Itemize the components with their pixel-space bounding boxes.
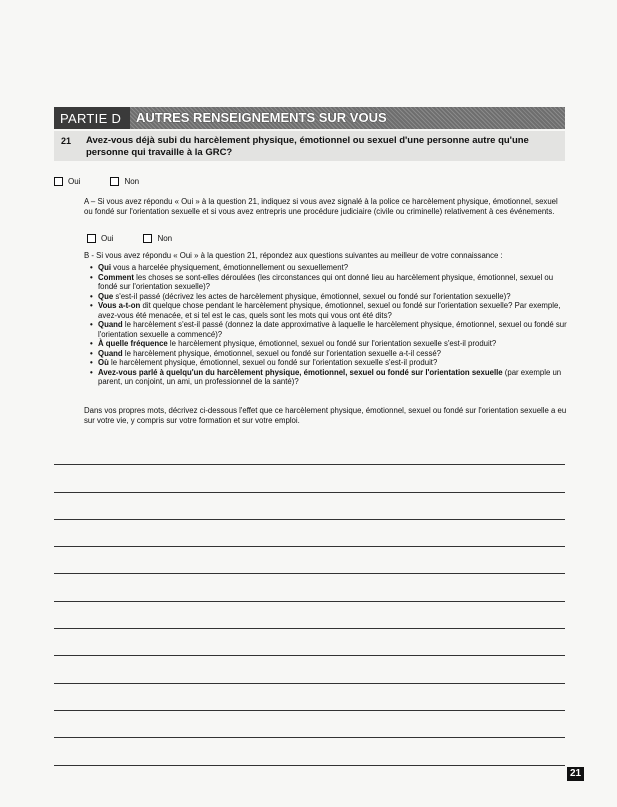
answer-line[interactable]: [54, 438, 565, 465]
section-b-questions: [90, 263, 568, 387]
part-title: AUTRES RENSEIGNEMENTS SUR VOUS: [130, 107, 565, 129]
section-a-text: A – Si vous avez répondu « Oui » à la question 21, indiquez si vous avez signalé à la police ce harcèlement physique, émotionnel, sexuel ou fondé sur l'orientation sexuelle et si vous avez entrepris une procédure judiciaire (civile ou criminelle) relativement à ces événements.: [84, 197, 558, 216]
question-text: Avez-vous déjà subi du harcèlement physique, émotionnel ou sexuel d'une personne autre qu'une personne qui travaille à la GRC?: [86, 135, 529, 158]
answer-line[interactable]: [54, 520, 565, 547]
list-item: • Quand le harcèlement s'est-il passé (donnez la date approximative à laquelle le harcèlement physique, émotionnel, sexuel ou fondé sur l'orientation sexuelle a commencé)?: [90, 320, 568, 339]
answer-line[interactable]: [54, 711, 565, 738]
list-item: • Que s'est-il passé (décrivez les actes de harcèlement physique, émotionnel, sexuel ou fondé sur l'orientation sexuelle)?: [90, 292, 568, 302]
answer-area[interactable]: [54, 438, 565, 766]
main-answer-options: [54, 177, 169, 186]
main-yes-label: Oui: [68, 177, 81, 186]
main-no-option[interactable]: [110, 177, 139, 186]
question-number: 21: [60, 136, 71, 146]
section-a-yes-option[interactable]: [87, 234, 113, 243]
list-item: • Qui vous a harcelée physiquement, émotionnellement ou sexuellement?: [90, 263, 568, 273]
checkbox-icon[interactable]: [87, 234, 96, 243]
section-a-yes-label: Oui: [101, 234, 114, 243]
answer-line[interactable]: [54, 738, 565, 765]
section-header: [54, 107, 565, 129]
page-number: 21: [567, 767, 584, 781]
section-a-no-option[interactable]: [143, 234, 172, 243]
list-item: • Quand le harcèlement physique, émotionnel, sexuel ou fondé sur l'orientation sexuelle a-t-il cessé?: [90, 349, 568, 359]
section-a-no-label: Non: [157, 234, 173, 243]
list-item: • Où le harcèlement physique, émotionnel, sexuel ou fondé sur l'orientation sexuelle s'est-il produit?: [90, 358, 568, 368]
answer-line[interactable]: [54, 574, 565, 601]
checkbox-icon[interactable]: [110, 177, 119, 186]
list-item: • Avez-vous parlé à quelqu'un du harcèlement physique, émotionnel, sexuel ou fondé sur l'orientation sexuelle (par exemple un parent, un conjoint, un ami, un professionnel de la santé)?: [90, 368, 568, 387]
question-21: [54, 131, 565, 161]
list-item: • Vous a-t-on dit quelque chose pendant le harcèlement physique, émotionnel, sexuel ou fondé sur l'orientation sexuelle? Par exemple, avez-vous été menacée, et si tel est le cas, quels sont les mots qui vous ont été dits?: [90, 301, 568, 320]
answer-line[interactable]: [54, 656, 565, 683]
answer-line[interactable]: [54, 602, 565, 629]
main-no-label: Non: [124, 177, 140, 186]
answer-line[interactable]: [54, 629, 565, 656]
part-label: PARTIE D: [60, 110, 122, 126]
answer-line[interactable]: [54, 547, 565, 574]
list-item: • À quelle fréquence le harcèlement physique, émotionnel, sexuel ou fondé sur l'orientation sexuelle s'est-il produit?: [90, 339, 568, 349]
answer-line[interactable]: [54, 493, 565, 520]
section-a-options: [87, 234, 202, 243]
list-item: • Comment les choses se sont-elles déroulées (les circonstances qui ont donné lieu au harcèlement physique, émotionnel, sexuel ou fondé sur l'orientation sexuelle)?: [90, 273, 568, 292]
checkbox-icon[interactable]: [143, 234, 152, 243]
section-b-intro: B - Si vous avez répondu « Oui » à la question 21, répondez aux questions suivantes au meilleur de votre connaissance :: [84, 251, 503, 260]
answer-line[interactable]: [54, 684, 565, 711]
closing-prompt: Dans vos propres mots, décrivez ci-dessous l'effet que ce harcèlement physique, émotionnel, sexuel ou fondé sur l'orientation sexuelle a eu sur votre vie, y compris sur votre formation et sur votre emploi.: [84, 406, 567, 425]
main-yes-option[interactable]: [54, 177, 80, 186]
checkbox-icon[interactable]: [54, 177, 63, 186]
answer-line[interactable]: [54, 465, 565, 492]
